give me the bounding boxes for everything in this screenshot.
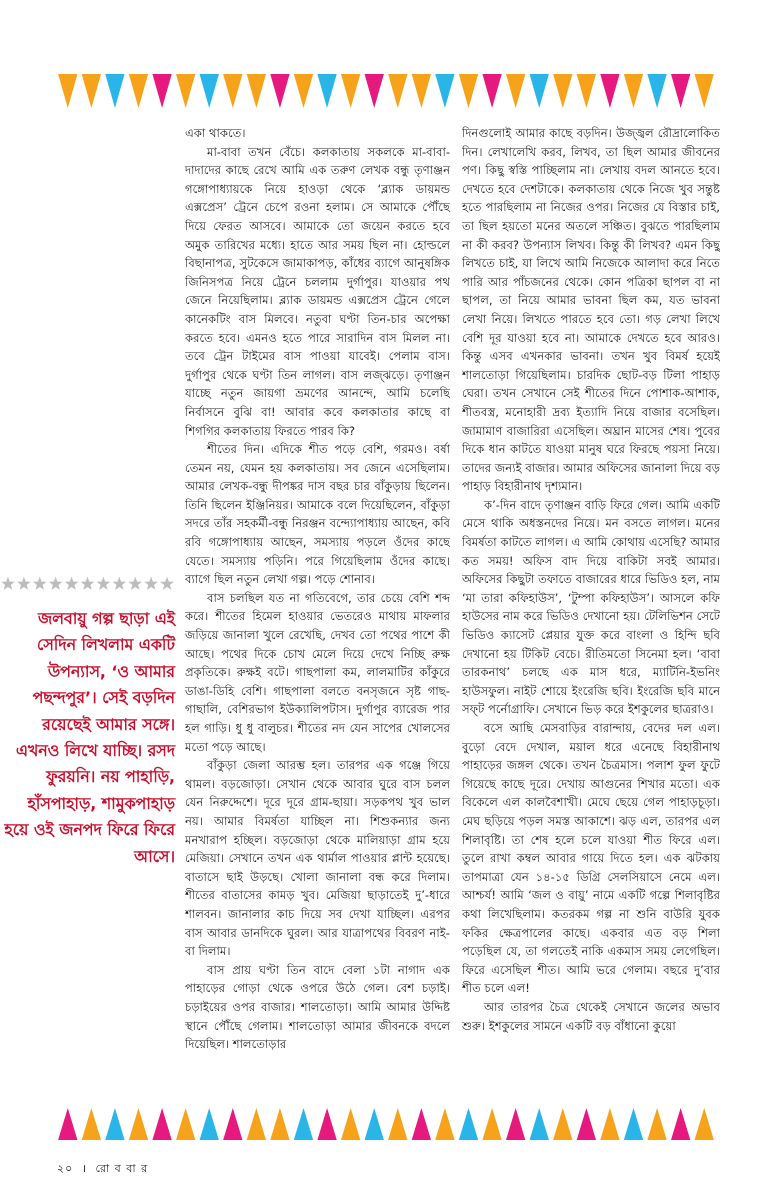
- star-icon: [1, 577, 15, 590]
- bunting-triangle: [577, 1108, 596, 1140]
- star-icon: [33, 577, 47, 590]
- article-column-left: [185, 124, 450, 1092]
- bunting-triangle: [365, 1108, 384, 1140]
- bunting-triangle: [317, 1108, 336, 1140]
- star-icon: [160, 577, 174, 590]
- paragraph: বাস প্রায় ঘণ্টা তিন বাদে বেলা ১টা নাগাদ এক পাহাড়ের গোড়া থেকে ওপরে উঠে গেল। বেশ চড়াই। চড়াইয়ের ওপর বাজার। শালতোড়া। আমি আমার উদ্দিষ্ট স্থানে পৌঁছে গেলাম। শালতোড়া আমার জীবনকে বদলে দিয়েছিল। শালতোড়ার: [185, 962, 450, 1052]
- star-icon: [17, 577, 31, 590]
- bunting-triangle: [459, 74, 478, 108]
- bunting-triangle: [341, 1108, 360, 1140]
- bunting-triangle: [600, 1108, 619, 1140]
- bunting-triangle: [152, 1108, 171, 1140]
- footer-separator: ।: [81, 1162, 87, 1175]
- bunting-triangle: [577, 74, 596, 108]
- paragraph: মা-বাবা তখন বেঁচে। কলকাতায় সকলকে মা-বাবা-দাদাদের কাছে রেখে আমি এক তরুণ লেখক বন্ধু তৃণাঞ্জন গঙ্গোপাধ্যায়কে নিয়ে হাওড়া থেকে ‘ব্ল্যাক ডায়মন্ড এক্সপ্রেস’ ট্রেনে চেপে রওনা হলাম। সে আমাকে পৌঁছে দিয়ে ফেরত আসবে। আমাকে তো জয়েন করতে হবে অমুক তারিখের মধ্যে। হাতে আর সময় ছিল না। হোল্ডলে বিছানাপত্র, সুটকেসে জামাকাপড়, কাঁধের ব্যাগে আনুষঙ্গিক জিনিসপত্র নিয়ে ট্রেনে চললাম দুর্গাপুর। যাওয়ার পথ জেনে নিয়েছিলাম। ব্ল্যাক ডায়মন্ড এক্সপ্রেস ট্রেনে গেলে কানেকটিং বাস মিলবে। নতুবা ঘণ্টা তিন-চার অপেক্ষা করতে হবে। এমনও হতে পারে সারাদিন বাস মিলল না। তবে ট্রেন টাইমের বাস পাওয়া যাবেই। পেলাম বাস। দুর্গাপুর থেকে ঘণ্টা তিন লাগল। বাস লজ্‌ঝড়ে। তৃণাঞ্জন যাচ্ছে নতুন জায়গা ভ্রমণের আনন্দে, আমি চলেছি নির্বাসনে বুঝি বা! আবার কবে কলকাতার কাছে বা শিগগির কলকাতায় ফিরতে পারব কি?: [185, 144, 450, 438]
- paragraph: একা থাকতে।: [185, 126, 246, 140]
- bunting-triangle: [129, 74, 148, 108]
- bunting-triangle: [482, 74, 501, 108]
- star-icon: [144, 577, 158, 590]
- bunting-triangle: [294, 74, 313, 108]
- bunting-triangle: [412, 1108, 431, 1140]
- paragraph: আর তারপর চৈত্র থেকেই সেখানে জলের অভাব শুরু। ইশকুলের সামনে একটি বড় বাঁধানো কুয়ো: [462, 999, 720, 1033]
- star-icon: [49, 577, 63, 590]
- bunting-triangle: [553, 74, 572, 108]
- bunting-triangle: [247, 74, 266, 108]
- bunting-triangle: [152, 74, 171, 108]
- bunting-triangle: [247, 1108, 266, 1140]
- star-divider-decoration: [0, 576, 175, 592]
- magazine-name: রো ব বা র: [95, 1162, 149, 1175]
- bunting-triangle: [200, 74, 219, 108]
- bunting-triangle: [270, 1108, 289, 1140]
- bunting-triangle: [530, 74, 549, 108]
- bunting-triangle: [695, 74, 714, 108]
- bunting-triangle: [671, 74, 690, 108]
- paragraph: বাঁকুড়া জেলা আরম্ভ হল। তারপর এক গঞ্জে গিয়ে থামল। বড়জোড়া। সেখান থেকে আবার ঘুরে বাস চলল যেন নিরুদ্দেশে। দূরে দূরে গ্রাম-ছায়া। সড়কপথ খুব ভাল নয়। আমার বিমর্ষতা যাচ্ছিল না। শিশুকন্যার জন্য মনখারাপ হচ্ছিল। বড়জোড়া থেকে মালিয়াড়া গ্রাম হয়ে মেজিয়া। সেখানে তখন এক থার্মাল পাওয়ার প্লান্ট হয়েছে। বাতাসে ছাই উড়ছে। খোলা জানালা বন্ধ করে দিলাম। শীতের বাতাসের কামড় খুব। মেজিয়া ছাড়াতেই দু’-ধারে শালবন। জানালার কাচ দিয়ে সব দেখা যাচ্ছিল। এরপর বাস আবার ডানদিকে ঘুরল। আর যাত্রাপথের বিবরণ নাই-বা দিলাম।: [185, 758, 450, 959]
- paragraph: দিনগুলোই আমার কাছে বড়দিন। উজ্জ্বল রৌদ্রালোকিত দিন। লেখালেখি করব, লিখব, তা ছিল আমার জীবনের পণ। কিছু স্বস্তি পাচ্ছিলাম না। লেখায় বদল আনতে হবে। দেখতে হবে দেশটাকে। কলকাতায় থেকে নিজে খুব সন্তুষ্ট হতে পারছিলাম না নিজের ওপর। নিজের যে বিস্তার চাই, তা ছিল হয়তো মনের অতলে সঞ্চিত। বুঝতে পারছিলাম না কী করব? উপন্যাস লিখব। কিন্তু কী লিখব? এমন কিছু লিখতে চাই, যা লিখে আমি নিজেকে আলাদা করে নিতে পারি আর পাঁচজনের থেকে। কোন পত্রিকা ছাপল বা না ছাপল, তা নিয়ে আমার ভাবনা ছিল কম, যত ভাবনা লেখা নিয়ে। লিখতে পারতে হবে তো। গড় লেখা লিখে বেশি দূর যাওয়া হবে না। আমাকে দেখতে হবে আরও। কিন্তু এসব এখনকার ভাবনা। তখন খুব বিমর্ষ হয়েই শালতোড়া গিয়েছিলাম। চারদিক ছোট-বড় টিলা পাহাড় ঘেরা। তখন সেখানে সেই শীতের দিনে পোশাক-আশাক, শীতবস্ত্র, মনোহারী দ্রব্য ইত্যাদি নিয়ে বাজার বসেছিল। জামামাণ বাজারিরা এসেছিল। অঘ্রান মাসের শেষ। পুবের দিকে ধান কাটতে যাওয়া মানুষ ঘরে ফিরছে পয়সা নিয়ে। তাদের জন্যই বাজার। আমার অফিসের জানালা দিয়ে বড় পাহাড় বিহারীনাথ দৃশ্যমান।: [462, 126, 720, 494]
- star-icon: [97, 577, 111, 590]
- bunting-triangle: [695, 1108, 714, 1140]
- paragraph: ক’-দিন বাদে তৃণাঞ্জন বাড়ি ফিরে গেল। আমি একটি মেসে থাকি অধস্তনদের নিয়ে। মন বসতে লাগল। মনের বিমর্ষতা কাটতে লাগল। এ আমি কোথায় এসেছি? আমার কত সময়! অফিস বাদ দিয়ে বাকিটা সবই আমার। অফিসের কিছুটা তফাতে বাজারের ধারে ভিডিও হল, নাম ‘মা তারা কফিহাউস’, ‘টুম্পা কফিহাউস’। আসলে কফি হাউসের নাম করে ভিডিও দেখানো হয়। টেলিভিশন সেটে ভিডিও ক্যাসেট প্লেয়ার যুক্ত করে বাংলা ও হিন্দি ছবি দেখানো হয় টিকিট বেচে। রীতিমতো সিনেমা হল। ‘বাবা তারকনাথ’ চলছে এক মাস ধরে, ম্যাটিনি-ইভনিং হাউসফুল। নাইট শোয়ে ইংরেজি ছবি। ইংরেজি ছবি মানে সফ্‌ট পর্নোগ্রাফি। সেখানে ভিড় করে ইশকুলের ছাত্ররাও।: [462, 497, 720, 717]
- bunting-triangle: [105, 1108, 124, 1140]
- bunting-triangle: [270, 74, 289, 108]
- bunting-triangle: [365, 74, 384, 108]
- bunting-triangle: [624, 74, 643, 108]
- bunting-triangle: [82, 74, 101, 108]
- bunting-triangle: [600, 74, 619, 108]
- article-column-right: [462, 124, 720, 1092]
- bunting-triangle: [223, 1108, 242, 1140]
- bunting-triangle: [58, 74, 77, 108]
- bunting-triangle: [506, 74, 525, 108]
- bunting-triangle: [388, 74, 407, 108]
- bunting-triangle: [200, 1108, 219, 1140]
- bunting-triangle: [482, 1108, 501, 1140]
- paragraph: শীতের দিন। এদিকে শীত পড়ে বেশি, গরমও। বর্ষা তেমন নয়, যেমন হয় কলকাতায়। সব জেনে এসেছিলাম। আমার লেখক-বন্ধু দীপঙ্কর দাস বছর চার বাঁকুড়ায় ছিলেন। তিনি ছিলেন ইঞ্জিনিয়র। আমাকে বলে দিয়েছিলেন, বাঁকুড়া সদরে তাঁর সহকর্মী-বন্ধু নিরঞ্জন বন্দ্যোপাধ্যায় আছেন, কবি রবি গঙ্গোপাধ্যায় আছেন, সমস্যায় পড়লে ওঁদের কাছে যেতে। সমস্যায় পড়িনি। পরে গিয়েছিলাম ওঁদের কাছে। ব্যাগে ছিল নতুন লেখা গল্প। পড়ে শোনাব।: [185, 442, 450, 587]
- bunting-triangle: [412, 74, 431, 108]
- pull-quote-text: জলবায়ু গল্প ছাড়া এই সেদিন লিখলাম একটি উপন্যাস, ‘ও আমার পছন্দপুর’। সেই বড়দিন রয়েছেই আমার সঙ্গে। এখনও লিখে যাচ্ছি। রসদ ফুরয়নি। নয় পাহাড়ি, হাঁসপাহাড়, শামুকপাহাড় হয়ে ওই জনপদ ফিরে ফিরে আসে।: [4, 609, 175, 866]
- top-bunting-decoration: [56, 74, 716, 108]
- star-icon: [112, 577, 126, 590]
- paragraph: বসে আছি মেসবাড়ির বারান্দায়, বেদের দল এল। বুড়ো বেদে দেখাল, ময়াল ধরে এনেছে বিহারীনাথ পাহাড়ের জঙ্গল থেকে। তখন চৈত্রমাস। পলাশ ফুল ফুটে গিয়েছে কাছে দূরে। দেখায় আগুনের শিখার মতো। এক বিকেলে এল কালবৈশাখী। মেঘে ছেয়ে গেল পাহাড়চূড়া। মেঘ ছড়িয়ে পড়ল সমস্ত আকাশে। ঝড় এল, তারপর এল শিলাবৃষ্টি। তা শেষ হলে চলে যাওয়া শীত ফিরে এল। তুলে রাখা কম্বল আবার গায়ে দিতে হল। এক ঝটকায় তাপমাত্রা যেন ১৪-১৫ ডিগ্রি সেলসিয়াসে নেমে এল। আশ্চর্য! আমি ‘জল ও বায়ু’ নামে একটি গল্পে শিলাবৃষ্টির কথা লিখেছিলাম। কতরকম গল্প না শুনি বাউরি যুবক ফকির ক্ষেত্রপালের কাছে। একবার এত বড় শিলা পড়েছিল যে, তা গলতেই নাকি একমাস সময় লেগেছিল। ফিরে এসেছিল শীত। আমি ভরে গেলাম। বছরে দু’বার শীত চলে এল!: [462, 721, 720, 996]
- bunting-triangle: [388, 1108, 407, 1140]
- star-icon: [81, 577, 95, 590]
- bunting-triangle: [553, 1108, 572, 1140]
- bunting-triangle: [624, 1108, 643, 1140]
- bunting-triangle: [82, 1108, 101, 1140]
- page-number: ২০: [57, 1162, 74, 1175]
- bunting-triangle: [435, 1108, 454, 1140]
- bunting-triangle: [671, 1108, 690, 1140]
- bunting-triangle: [129, 1108, 148, 1140]
- bunting-triangle: [435, 74, 454, 108]
- bunting-triangle: [58, 1108, 77, 1140]
- paragraph: বাস চলছিল যত না গতিবেগে, তার চেয়ে বেশি শব্দ করে। শীতের হিমেল হাওয়ার ভেতরেও মাথায় মাফলার জড়িয়ে জানালা খুলে রেখেছি, দেখব তো পথের পাশে কী আছে। পথের দিকে চোখ মেলে দিয়ে দেখে নিচ্ছি রুক্ষ প্রকৃতিকে। রুক্ষই বটে। গাছপালা কম, লালমাটির কাঁকুরে ডাঙা-ডিহি বেশি। গাছপালা বলতে বনসৃজনে সৃষ্ট গাছ-গাছালি, বেশিরভাগ ইউক্যালিপটাস। দুর্গাপুর ব্যারেজ পার হল গাড়ি। ধু ধু বালুচর। শীতের নদ যেন সাপের খোলসের মতো পড়ে আছে।: [185, 590, 450, 754]
- bunting-triangle: [294, 1108, 313, 1140]
- bunting-triangle: [176, 1108, 195, 1140]
- bunting-triangle: [223, 74, 242, 108]
- star-icon: [128, 577, 142, 590]
- bunting-triangle: [647, 74, 666, 108]
- bunting-triangle: [341, 74, 360, 108]
- bunting-triangle: [105, 74, 124, 108]
- bunting-triangle: [506, 1108, 525, 1140]
- page-footer: [57, 1160, 148, 1178]
- star-icon: [65, 577, 79, 590]
- bunting-triangle: [317, 74, 336, 108]
- bunting-triangle: [459, 1108, 478, 1140]
- bunting-triangle: [176, 74, 195, 108]
- bottom-bunting-decoration: [56, 1108, 716, 1140]
- pull-quote: [0, 606, 177, 1026]
- bunting-triangle: [647, 1108, 666, 1140]
- bunting-triangle: [530, 1108, 549, 1140]
